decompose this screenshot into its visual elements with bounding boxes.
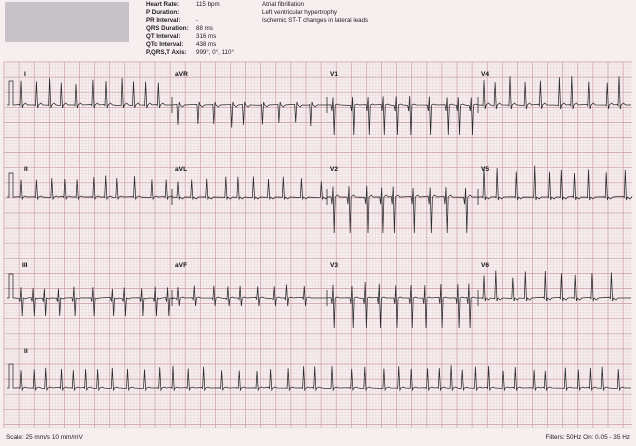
lead-label-v2: V2 [330,166,339,173]
lead-label-v3: V3 [330,262,339,269]
scale-text: Scale: 25 mm/s 10 mm/mV [6,434,83,441]
lead-avf-trace [172,285,327,307]
p-duration-label: P Duration: [146,9,180,16]
heart-rate-value: 115 bpm [196,1,220,8]
lead-i-trace [15,78,172,108]
lead-label-v5: V5 [481,166,490,173]
interpretation-line: Left ventricular hypertrophy [262,9,337,16]
lead-avr-trace [172,102,327,128]
interpretation-line: Atrial fibrillation [262,1,304,8]
lead-label-v4: V4 [481,71,490,78]
lead-label-avf: aVF [175,262,188,269]
lead-label-ii: II [24,166,28,173]
lead-label-i: I [24,71,26,78]
lead-label-avl: aVL [175,166,188,173]
lead-label-v6: V6 [481,262,490,269]
qt-interval-label: QT Interval: [146,33,181,40]
axis-value: 999°, 0°, 110° [196,49,234,56]
filters-text: Filters: 50Hz On: 0.05 - 35 Hz [545,434,630,441]
heart-rate-label: Heart Rate: [146,1,180,8]
lead-label-v1: V1 [330,71,339,78]
interpretation-line: Ischemic ST-T changes in lateral leads [262,17,369,24]
pr-interval-label: PR Interval: [146,17,181,24]
qrs-duration-value: 88 ms [196,25,213,32]
qtc-interval-label: QTc Interval: [146,41,184,48]
qrs-duration-label: QRS Duration: [146,25,189,32]
axis-label: P,QRS,T Axis: [146,49,187,56]
pr-interval-value: - [196,17,199,24]
qtc-interval-value: 438 ms [196,41,217,48]
lead-label-avr: aVR [175,71,188,78]
qt-interval-value: 316 ms [196,33,217,40]
lead-label-rhythm-ii: II [24,348,28,355]
lead-label-iii: III [22,262,28,269]
